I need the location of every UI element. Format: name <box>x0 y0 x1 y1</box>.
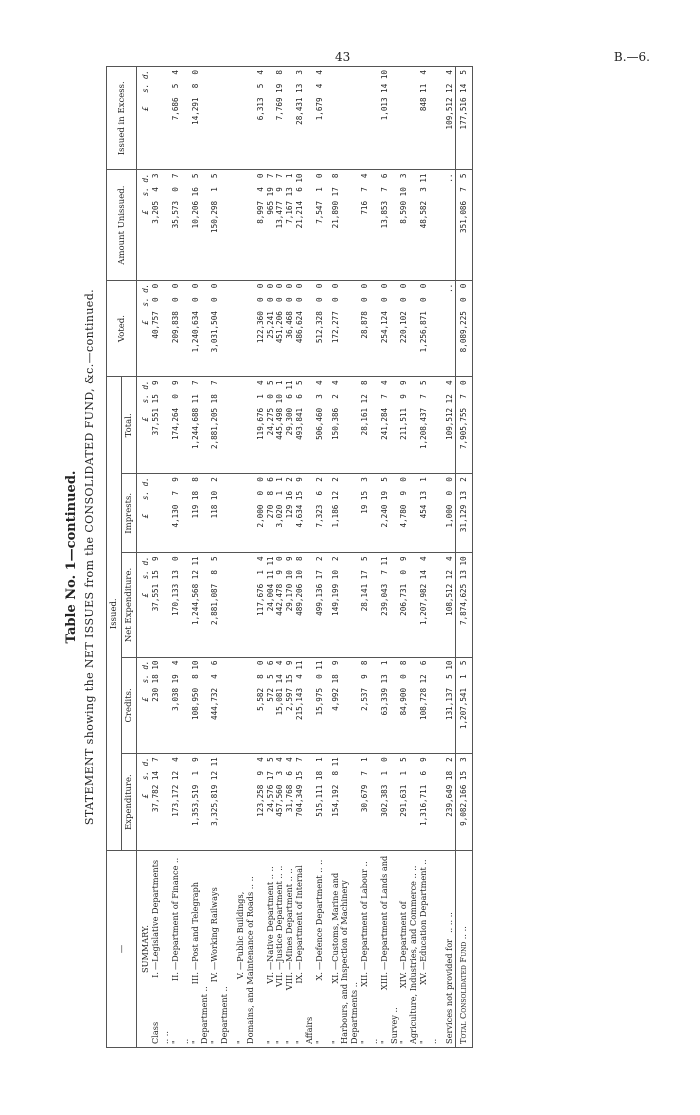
table-title: Table No. 1—continued. <box>64 470 79 644</box>
table-row <box>399 67 419 1048</box>
units-cell: £ s. d. <box>137 377 151 474</box>
header-net-expenditure: Net Expenditure. <box>122 553 137 657</box>
cell-total: 24,275 0 5 <box>266 377 276 474</box>
cell-voted <box>236 280 256 377</box>
table-subtitle: STATEMENT showing the NET ISSUES from the CONSOLIDATED FUND, &c.—continued. <box>83 288 96 826</box>
cell-voted: 451,206 0 0 <box>275 280 285 377</box>
table-row <box>151 67 171 1048</box>
cell-credits: 15,081 14 4 <box>275 657 285 754</box>
cell-amount-unissued: 13,853 7 6 <box>380 170 400 280</box>
table-row <box>210 67 230 1048</box>
table-row <box>236 67 256 1048</box>
row-description: —Department of Lands and Survey .. <box>378 855 399 1044</box>
cell-issued-in-excess: 14,291 8 0 <box>191 67 211 171</box>
cell-net-expenditure: 29,170 10 9 <box>285 553 295 657</box>
cell-credits: 131,137 5 10 <box>445 657 455 754</box>
row-label-cell <box>380 851 400 1048</box>
total-amount-unissued: 351,086 7 5 <box>455 170 472 280</box>
row-label-cell <box>151 851 171 1048</box>
cell-credits: 2,537 9 8 <box>360 657 380 754</box>
cell-imprests: 2,240 19 5 <box>380 474 400 553</box>
cell-amount-unissued: 21,890 17 8 <box>331 170 361 280</box>
total-expenditure: 9,082,166 15 3 <box>455 754 472 851</box>
row-class-number: II. <box>169 972 180 982</box>
cell-net-expenditure: 28,141 17 5 <box>360 553 380 657</box>
net-issues-table <box>106 66 473 1048</box>
header-lead-cell: — <box>107 851 137 1048</box>
table-row <box>295 67 315 1048</box>
row-class: " <box>418 1040 429 1044</box>
cell-expenditure <box>236 754 256 851</box>
cell-issued-in-excess: 28,431 13 3 <box>295 67 315 171</box>
cell-total: 211,511 9 9 <box>399 377 419 474</box>
row-class: " <box>313 1040 324 1044</box>
row-class-number: XI. <box>329 972 340 984</box>
row-class: " <box>234 1040 245 1044</box>
cell-expenditure: 457,560 3 4 <box>275 754 285 851</box>
units-cell: £ s. d. <box>137 657 151 754</box>
cell-amount-unissued: 965 19 7 <box>266 170 276 280</box>
table-row <box>315 67 325 1048</box>
cell-imprests <box>236 474 256 553</box>
row-description: —Native Department .. .. <box>264 866 275 970</box>
cell-credits: 108,950 8 10 <box>191 657 211 754</box>
cell-total: 29,300 6 11 <box>285 377 295 474</box>
cell-imprests: 118 10 2 <box>210 474 230 553</box>
summary-heading: SUMMARY. <box>137 851 151 1048</box>
cell-amount-unissued: 21,214 6 10 <box>295 170 315 280</box>
cell-credits: 3,038 19 4 <box>171 657 191 754</box>
units-row <box>137 67 151 1048</box>
row-class-number: X. <box>313 972 324 981</box>
cell-issued-in-excess <box>210 67 230 171</box>
cell-credits: 108,728 12 6 <box>419 657 439 754</box>
cell-voted: .. <box>445 280 455 377</box>
row-class: " <box>264 1040 275 1044</box>
row-class-number: XIII. <box>378 972 389 991</box>
cell-issued-in-excess <box>399 67 419 171</box>
cell-total: 493,841 6 5 <box>295 377 315 474</box>
cell-net-expenditure: 442,478 9 0 <box>275 553 285 657</box>
cell-net-expenditure: 108,512 12 4 <box>445 553 455 657</box>
cell-expenditure: 3,325,819 12 11 <box>210 754 230 851</box>
row-class: Class <box>150 1021 161 1044</box>
cell-credits: 215,143 4 11 <box>295 657 315 754</box>
cell-credits: 444,732 4 6 <box>210 657 230 754</box>
cell-total: 1,208,437 7 5 <box>419 377 439 474</box>
cell-issued-in-excess: 848 11 4 <box>419 67 439 171</box>
row-description: —Department of Agriculture, Industries, and Commerce .. .. <box>398 865 419 1044</box>
table-row <box>380 67 400 1048</box>
cell-imprests: 129 16 2 <box>285 474 295 553</box>
cell-expenditure: 154,192 8 11 <box>331 754 361 851</box>
cell-amount-unissued: 7,167 13 1 <box>285 170 295 280</box>
header-expenditure: Expenditure. <box>122 754 137 851</box>
cell-net-expenditure <box>236 553 256 657</box>
row-class: " <box>209 1040 220 1044</box>
total-imprests: 31,129 13 2 <box>455 474 472 553</box>
cell-voted: 220,102 0 0 <box>399 280 419 377</box>
cell-voted: 512,328 0 0 <box>315 280 325 377</box>
cell-net-expenditure: 489,206 10 8 <box>295 553 315 657</box>
row-class: " <box>378 1040 389 1044</box>
cell-credits <box>236 657 256 754</box>
total-row <box>455 67 472 1048</box>
table-row <box>445 67 455 1048</box>
units-cell: £ s. d. <box>137 280 151 377</box>
row-label-cell <box>210 851 230 1048</box>
cell-expenditure: 239,649 18 2 <box>445 754 455 851</box>
total-credits: 1,207,541 1 5 <box>455 657 472 754</box>
row-class: " <box>294 1040 305 1044</box>
cell-imprests: 270 8 6 <box>266 474 276 553</box>
row-description: —Working Railways Department .. <box>209 887 230 1044</box>
row-description: —Legislative Departments .. .. <box>150 859 171 1044</box>
row-class: " <box>284 1040 295 1044</box>
cell-voted: 254,124 0 0 <box>380 280 400 377</box>
cell-expenditure: 1,353,519 1 9 <box>191 754 211 851</box>
cell-voted: 3,031,504 0 0 <box>210 280 230 377</box>
cell-imprests <box>151 474 171 553</box>
cell-issued-in-excess <box>266 67 276 171</box>
cell-issued-in-excess: 1,679 4 4 <box>315 67 325 171</box>
row-description: .. .. .. <box>443 912 454 933</box>
header-amount-unissued: Amount Unissued. <box>107 170 137 280</box>
cell-voted: 486,624 0 0 <box>295 280 315 377</box>
cell-credits: 2,597 15 9 <box>285 657 295 754</box>
units-cell: £ s. d. <box>137 474 151 553</box>
cell-issued-in-excess: 109,512 12 4 <box>445 67 455 171</box>
total-total: 7,905,755 7 0 <box>455 377 472 474</box>
cell-issued-in-excess: 7,686 5 4 <box>171 67 191 171</box>
row-class: " <box>274 1040 285 1044</box>
row-label-cell <box>236 851 256 1048</box>
cell-imprests: 3,020 1 1 <box>275 474 285 553</box>
cell-imprests: 1,000 0 0 <box>445 474 455 553</box>
cell-net-expenditure: 1,244,568 12 11 <box>191 553 211 657</box>
units-cell: £ s. d. <box>137 553 151 657</box>
cell-imprests: 4,634 15 9 <box>295 474 315 553</box>
cell-amount-unissued: 150,298 1 5 <box>210 170 230 280</box>
total-voted: 8,089,225 0 0 <box>455 280 472 377</box>
cell-voted: 122,360 0 0 <box>256 280 266 377</box>
row-label-cell <box>360 851 380 1048</box>
cell-imprests: 454 13 1 <box>419 474 439 553</box>
cell-total: 241,284 7 4 <box>380 377 400 474</box>
cell-credits: 230 18 10 <box>151 657 171 754</box>
cell-issued-in-excess <box>285 67 295 171</box>
cell-total: 2,881,205 18 7 <box>210 377 230 474</box>
cell-amount-unissued: 3,205 4 3 <box>151 170 171 280</box>
cell-expenditure: 31,768 6 4 <box>285 754 295 851</box>
cell-amount-unissued: 8,590 10 3 <box>399 170 419 280</box>
row-label-cell <box>399 851 419 1048</box>
cell-net-expenditure: 37,551 15 9 <box>151 553 171 657</box>
cell-credits: 4,992 18 9 <box>331 657 361 754</box>
cell-imprests: 1,186 12 2 <box>331 474 361 553</box>
row-class: " <box>189 1040 200 1044</box>
cell-total: 506,460 3 4 <box>315 377 325 474</box>
cell-issued-in-excess <box>331 67 361 171</box>
row-class-number: VIII. <box>284 972 295 991</box>
cell-total: 174,264 0 9 <box>171 377 191 474</box>
row-label-cell <box>331 851 361 1048</box>
cell-credits: 572 5 6 <box>266 657 276 754</box>
row-label-cell <box>191 851 211 1048</box>
cell-amount-unissued: 716 7 4 <box>360 170 380 280</box>
row-class-number: XII. <box>359 972 370 987</box>
cell-total: 109,512 12 4 <box>445 377 455 474</box>
row-class-number: III. <box>189 972 200 985</box>
cell-expenditure: 1,316,711 6 9 <box>419 754 439 851</box>
row-description: —Defence Department .. .. <box>313 859 324 970</box>
table-row <box>419 67 439 1048</box>
row-description: —Public Buildings, Domains, and Maintenance of Roads .. .. <box>234 876 255 1044</box>
cell-imprests: 4,780 9 0 <box>399 474 419 553</box>
page-number: 43 <box>335 50 351 64</box>
row-class-number: XIV. <box>398 972 409 989</box>
cell-expenditure: 123,258 9 4 <box>256 754 266 851</box>
cell-expenditure: 37,782 14 7 <box>151 754 171 851</box>
row-description: —Post and Telegraph Department .. <box>189 881 210 1044</box>
cell-amount-unissued <box>236 170 256 280</box>
cell-expenditure: 291,631 1 5 <box>399 754 419 851</box>
cell-expenditure: 302,383 1 0 <box>380 754 400 851</box>
row-class-number: IX. <box>294 972 305 984</box>
units-cell: £ s. d. <box>137 754 151 851</box>
cell-voted: 36,468 0 0 <box>285 280 295 377</box>
cell-voted: 1,256,871 0 0 <box>419 280 439 377</box>
cell-total: 119,676 1 4 <box>256 377 266 474</box>
cell-net-expenditure: 1,207,982 14 4 <box>419 553 439 657</box>
table-row <box>171 67 191 1048</box>
row-class: " <box>329 1040 340 1044</box>
cell-expenditure: 515,111 18 1 <box>315 754 325 851</box>
cell-amount-unissued: 8,997 4 0 <box>256 170 266 280</box>
cell-total <box>236 377 256 474</box>
cell-credits: 84,900 0 8 <box>399 657 419 754</box>
cell-total: 445,498 10 1 <box>275 377 285 474</box>
cell-voted: 1,240,634 0 0 <box>191 280 211 377</box>
cell-credits: 5,582 8 0 <box>256 657 266 754</box>
cell-net-expenditure: 206,731 0 9 <box>399 553 419 657</box>
cell-imprests: 119 18 8 <box>191 474 211 553</box>
row-class-number: IV. <box>209 972 220 983</box>
row-class: " <box>398 1040 409 1044</box>
cell-issued-in-excess <box>151 67 171 171</box>
cell-total: 28,161 12 8 <box>360 377 380 474</box>
row-description: —Justice Department .. .. <box>274 865 285 970</box>
cell-net-expenditure: 117,676 1 4 <box>256 553 266 657</box>
cell-total: 150,386 2 4 <box>331 377 361 474</box>
row-label-cell <box>315 851 325 1048</box>
row-class-number: VII. <box>274 972 285 987</box>
units-cell: £ s. d. <box>137 170 151 280</box>
cell-imprests: 19 15 3 <box>360 474 380 553</box>
row-label-cell <box>295 851 315 1048</box>
table-row <box>360 67 380 1048</box>
header-issued-in-excess: Issued in Excess. <box>107 67 137 171</box>
cell-voted: 40,757 0 0 <box>151 280 171 377</box>
header-credits: Credits. <box>122 657 137 754</box>
cell-net-expenditure: 24,004 11 11 <box>266 553 276 657</box>
cell-imprests: 2,000 0 0 <box>256 474 266 553</box>
table-body <box>137 67 455 1048</box>
cell-voted: 25,241 0 0 <box>266 280 276 377</box>
row-description: —Education Department .. .. <box>418 859 438 1044</box>
rotated-table-block <box>62 66 532 1048</box>
total-label: Total Consolidated Fund .. .. <box>455 851 472 1048</box>
cell-credits: 15,975 0 11 <box>315 657 325 754</box>
cell-net-expenditure: 499,136 17 2 <box>315 553 325 657</box>
cell-amount-unissued: 7,547 1 0 <box>315 170 325 280</box>
row-description: —Department of Internal Affairs <box>294 865 314 1044</box>
cell-credits: 63,339 13 1 <box>380 657 400 754</box>
total-issued-in-excess: 177,516 14 5 <box>455 67 472 171</box>
row-class: " <box>169 1040 180 1044</box>
row-description: —Mines Department .. .. <box>284 868 295 970</box>
row-label-cell <box>171 851 191 1048</box>
cell-expenditure: 24,576 17 5 <box>266 754 276 851</box>
cell-net-expenditure: 149,199 10 2 <box>331 553 361 657</box>
cell-total: 1,244,688 11 7 <box>191 377 211 474</box>
cell-issued-in-excess <box>360 67 380 171</box>
cell-imprests: 7,323 6 2 <box>315 474 325 553</box>
cell-voted: 172,277 0 0 <box>331 280 361 377</box>
cell-voted: 28,878 0 0 <box>360 280 380 377</box>
row-class: " <box>359 1040 370 1044</box>
header-imprests: Imprests. <box>122 474 137 553</box>
cell-issued-in-excess: 7,769 19 8 <box>275 67 285 171</box>
cell-amount-unissued: 35,573 0 7 <box>171 170 191 280</box>
row-label-cell <box>445 851 455 1048</box>
row-label-cell <box>419 851 439 1048</box>
cell-amount-unissued: .. <box>445 170 455 280</box>
cell-expenditure: 173,172 12 4 <box>171 754 191 851</box>
header-total: Total. <box>122 377 137 474</box>
row-class: Services not provided for <box>443 938 454 1044</box>
row-class-number: I. <box>150 972 161 978</box>
row-description: —Department of Labour .. .. <box>359 861 379 1044</box>
total-net-expenditure: 7,874,625 13 10 <box>455 553 472 657</box>
row-description: —Customs, Marine and Harbours, and Inspection of Machinery Departments .. <box>329 872 360 1044</box>
cell-issued-in-excess: 6,313 5 4 <box>256 67 266 171</box>
table-row <box>331 67 361 1048</box>
table-row <box>191 67 211 1048</box>
cell-issued-in-excess <box>236 67 256 171</box>
cell-amount-unissued: 13,477 9 7 <box>275 170 285 280</box>
cell-net-expenditure: 2,881,087 8 5 <box>210 553 230 657</box>
units-cell: £ s. d. <box>137 67 151 171</box>
row-class-number: VI. <box>264 972 275 984</box>
row-description: —Department of Finance .. .. <box>169 857 190 1044</box>
row-class-number: V. <box>234 972 245 980</box>
cell-expenditure: 30,679 7 1 <box>360 754 380 851</box>
cell-voted: 209,838 0 0 <box>171 280 191 377</box>
cell-net-expenditure: 239,043 7 11 <box>380 553 400 657</box>
cell-amount-unissued: 48,582 3 11 <box>419 170 439 280</box>
cell-net-expenditure: 170,133 13 0 <box>171 553 191 657</box>
header-voted: Voted. <box>107 280 137 377</box>
cell-amount-unissued: 10,206 16 5 <box>191 170 211 280</box>
cell-issued-in-excess: 1,013 14 10 <box>380 67 400 171</box>
document-reference: B.—6. <box>613 50 650 64</box>
cell-expenditure: 704,349 15 7 <box>295 754 315 851</box>
row-class-number: XV. <box>418 972 429 985</box>
cell-total: 37,551 15 9 <box>151 377 171 474</box>
header-issued: Issued. <box>107 377 122 851</box>
cell-imprests: 4,130 7 9 <box>171 474 191 553</box>
